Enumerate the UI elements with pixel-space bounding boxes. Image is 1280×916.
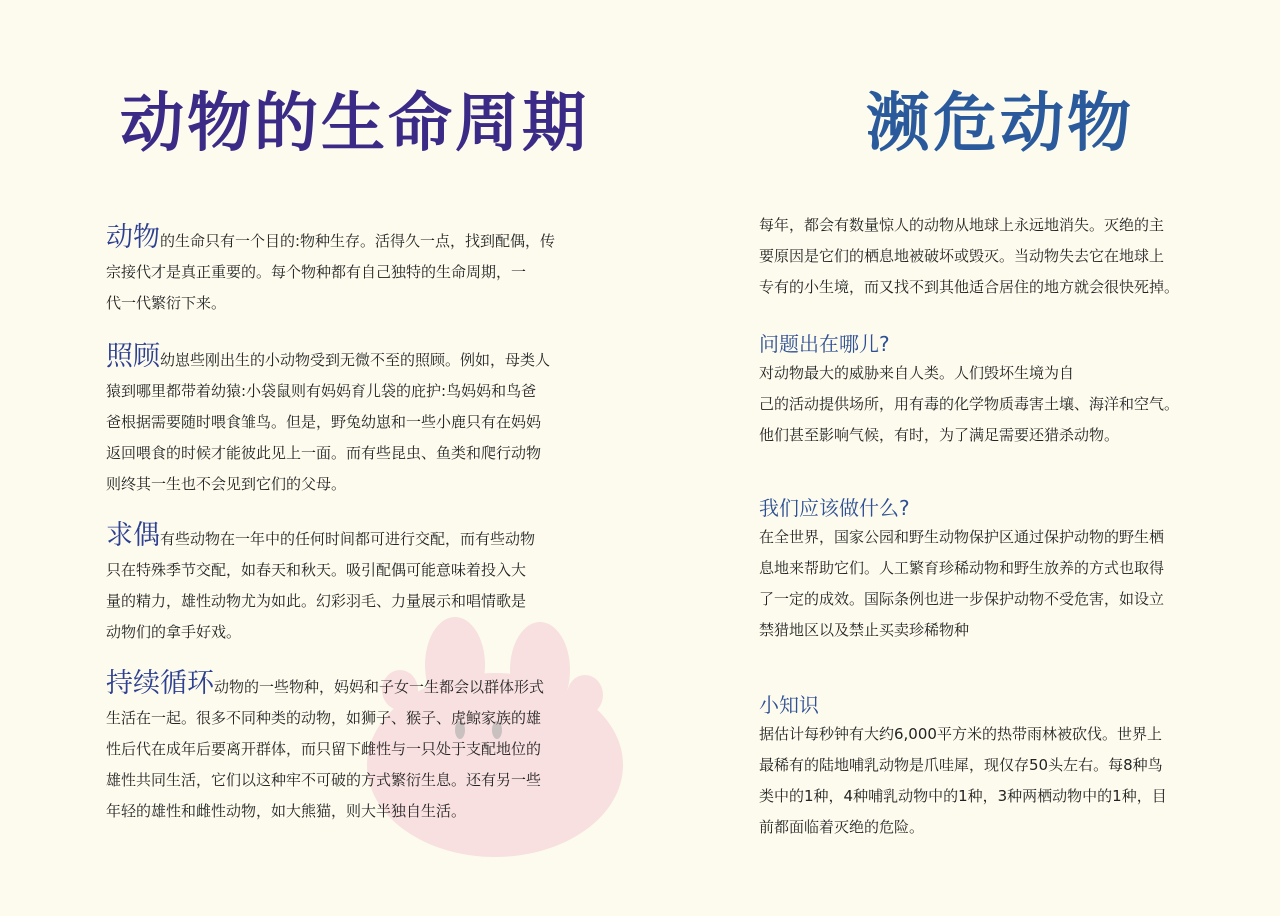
section-action xyxy=(759,494,1259,646)
section-lead: 动物 xyxy=(106,222,160,253)
paragraph-line: 了一定的成效。国际条例也进一步保护动物不受危害，如设立 xyxy=(759,590,1165,608)
paragraph-line: 息地来帮助它们。人工繁育珍稀动物和野生放养的方式也取得 xyxy=(759,559,1165,577)
paragraph-line: 类中的1种，4种哺乳动物中的1种，3种两栖动物中的1种，目 xyxy=(759,787,1167,805)
paragraph-line: 在全世界，国家公园和野生动物保护区通过保护动物的野生栖 xyxy=(759,528,1165,546)
paragraph-line xyxy=(106,222,646,257)
page-title-life-cycle: 动物的生命周期 xyxy=(120,87,589,161)
paragraph-text: 动物的一些物种，妈妈和子女一生都会以群体形式 xyxy=(214,678,545,696)
paragraph-line: 最稀有的陆地哺乳动物是爪哇犀，现仅存50头左右。每8种鸟 xyxy=(759,756,1163,774)
paragraph-line: 返回喂食的时候才能彼此见上一面。而有些昆虫、鱼类和爬行动物 xyxy=(106,444,542,462)
paragraph-line xyxy=(106,520,646,555)
section-intro xyxy=(759,210,1259,303)
paragraph-line: 猿到哪里都带着幼猿:小袋鼠则有妈妈育儿袋的庇护:鸟妈妈和鸟爸 xyxy=(106,382,537,400)
left-column xyxy=(106,222,646,827)
paragraph-line: 前都面临着灭绝的危险。 xyxy=(759,818,925,836)
paragraph-line: 据估计每秒钟有大约6,000平方米的热带雨林被砍伐。世界上 xyxy=(759,725,1162,743)
page-title-endangered: 濒危动物 xyxy=(866,87,1134,161)
section-problem xyxy=(759,330,1259,451)
section-lifetime xyxy=(106,222,646,319)
paragraph-line: 己的活动提供场所，用有毒的化学物质毒害土壤、海洋和空气。 xyxy=(759,395,1180,413)
section-lead: 持续循环 xyxy=(106,668,214,699)
paragraph-line: 每年，都会有数量惊人的动物从地球上永远地消失。灭绝的主 xyxy=(759,216,1165,234)
paragraph-line: 量的精力，雄性动物尤为如此。幻彩羽毛、力量展示和唱情歌是 xyxy=(106,592,527,610)
paragraph-line xyxy=(106,668,646,703)
section-lead: 求偶 xyxy=(106,520,160,551)
right-column xyxy=(759,210,1259,843)
section-heading: 小知识 xyxy=(759,693,819,717)
section-heading: 我们应该做什么? xyxy=(759,496,910,520)
paragraph-text: 幼崽些刚出生的小动物受到无微不至的照顾。例如，母类人 xyxy=(160,351,551,369)
paragraph-text: 有些动物在一年中的任何时间都可进行交配，而有些动物 xyxy=(160,530,536,548)
paragraph-line: 只在特殊季节交配，如春天和秋天。吸引配偶可能意味着投入大 xyxy=(106,561,527,579)
paragraph-line: 动物们的拿手好戏。 xyxy=(106,623,242,641)
section-facts xyxy=(759,691,1259,843)
paragraph-line: 要原因是它们的栖息地被破坏或毁灭。当动物失去它在地球上 xyxy=(759,247,1165,265)
paragraph-line: 他们甚至影响气候，有时，为了满足需要还猎杀动物。 xyxy=(759,426,1120,444)
section-heading: 问题出在哪儿? xyxy=(759,332,890,356)
paragraph-line: 爸根据需要随时喂食雏鸟。但是，野兔幼崽和一些小鹿只有在妈妈 xyxy=(106,413,542,431)
section-lead: 照顾 xyxy=(106,341,160,372)
section-courtship xyxy=(106,520,646,648)
paragraph-line: 雄性共同生活，它们以这种牢不可破的方式繁衍生息。还有另一些 xyxy=(106,771,542,789)
paragraph-line: 对动物最大的威胁来自人类。人们毁坏生境为自 xyxy=(759,364,1075,382)
paragraph-line: 则终其一生也不会见到它们的父母。 xyxy=(106,475,347,493)
paragraph-line: 性后代在成年后要离开群体，而只留下雌性与一只处于支配地位的 xyxy=(106,740,542,758)
paragraph-line: 代一代繁衍下来。 xyxy=(106,294,227,312)
section-cycle xyxy=(106,668,646,827)
paragraph-line: 年轻的雄性和雌性动物，如大熊猫，则大半独自生活。 xyxy=(106,802,467,820)
paragraph-line: 禁猎地区以及禁止买卖珍稀物种 xyxy=(759,621,970,639)
paragraph-text: 的生命只有一个目的:物种生存。活得久一点，找到配偶，传 xyxy=(160,232,556,250)
paragraph-line: 专有的小生境，而又找不到其他适合居住的地方就会很快死掉。 xyxy=(759,278,1180,296)
paragraph-line xyxy=(106,341,646,376)
section-care xyxy=(106,341,646,500)
paragraph-line: 宗接代才是真正重要的。每个物种都有自己独特的生命周期，一 xyxy=(106,263,527,281)
paragraph-line: 生活在一起。很多不同种类的动物，如狮子、猴子、虎鲸家族的雄 xyxy=(106,709,542,727)
